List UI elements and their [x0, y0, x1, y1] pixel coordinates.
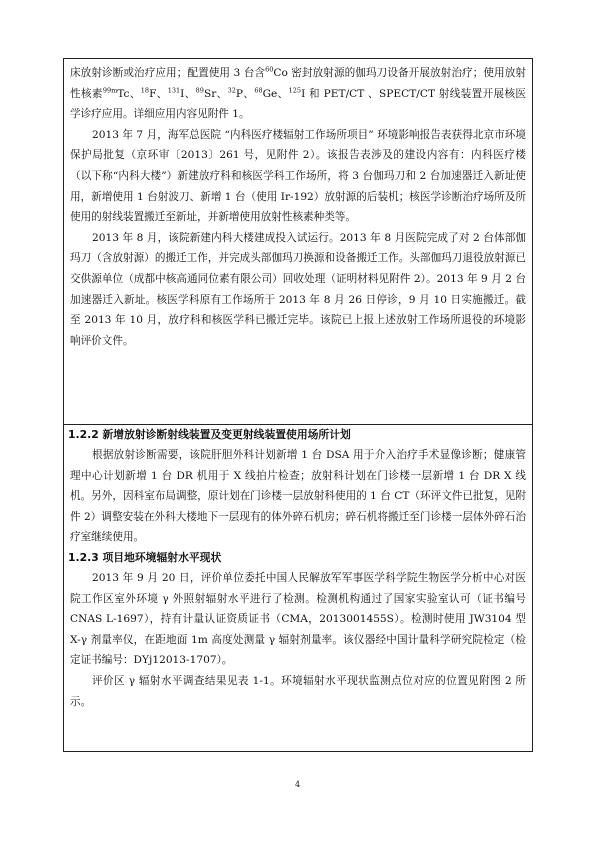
isotope-mass: 32 — [227, 86, 236, 95]
page-number: 4 — [294, 780, 301, 789]
paragraph-approval-2013-07: 2013 年 7 月，海军总医院 “内科医疗楼辐射工作场所项目” 环境影响报告表获得北京市环境保护局批复（京环审〔2013〕261 号，见附件 2）。该报告表涉及的建设内容有：内科医疗楼（以下称“内科大楼”）新建放疗科和核医学科工作场所，将 3 台伽玛刀和 2 台加速器迁入新址使用，新增使用 1 台射波刀、新增 1 台（使用 Ir-192）放射源的后装机；核医学诊断治疗场所及所使用的射线装置搬迁至新址，并新增使用放射性核素种类等。 — [70, 128, 526, 224]
text-run: F、 — [149, 87, 168, 100]
isotope-mass: 60 — [265, 65, 274, 74]
paragraph-relocation-2013-08: 2013 年 8 月，该院新建内科大楼建成投入试运行。2013 年 8 月医院完成了对 2 台体部伽玛刀（含放射源）的搬迁工作，并完成头部伽玛刀换源和设备搬迁工作。头部伽玛刀退役放射源已交供源单位（成都中核高通同位素有限公司）回收处理（证明材料见附件 2）。2013 年 9 月 2 台加速器迁入新址。核医学科原有工作场所于 2013 年 8 月 26 日停诊，9 月 10 日实施搬迁。截至 2013 年 10 月，放疗科和核医学科已搬迁完毕。该院已上报上述放射工作场所退役的环境影响评价文件。 — [70, 231, 526, 347]
isotope-mass: 68 — [254, 86, 263, 95]
section-plans — [64, 425, 532, 712]
text-run: Co 密封放射源的伽玛刀设备开展放射治疗；使用放射性核素 — [70, 67, 526, 100]
isotope-mass: 18 — [140, 86, 150, 95]
text-run: Tc、 — [117, 87, 141, 100]
isotope-mass: 125 — [288, 86, 302, 95]
text-run: 床放射诊断或治疗应用；配置使用 3 台含 — [70, 67, 266, 79]
section-background — [64, 63, 532, 351]
heading-1-2-3: 1.2.3 项目地环境辐射水平现状 — [68, 550, 222, 564]
text-run: P、 — [235, 87, 255, 100]
paragraph-results-reference: 评价区 γ 辐射水平调查结果见表 1-1。环境辐射水平现状监测点位对应的位置见附图 2 所示。 — [70, 674, 526, 708]
content-frame — [63, 58, 533, 752]
isotope-mass: 131 — [167, 86, 181, 95]
paragraph-new-equipment-plan: 根据放射诊断需要，该院肝胆外科计划新增 1 台 DSA 用于介入治疗手术显像诊断；健康管理中心计划新增 1 台 DR 机用于 X 线拍片检查；放射科计划在门诊楼一层新增 1 台 DR X 线机。另外，因科室布局调整，原计划在门诊楼一层放射科使用的 1 台 CT（环评文件已批复，见附件 2）调整安装在外科大楼地下一层现有的体外碎石机房；碎石机将搬迁至门诊楼一层体外碎石治疗室继续使用。 — [70, 449, 526, 544]
text-run: Sr、 — [203, 87, 228, 100]
heading-1-2-2: 1.2.2 新增放射诊断射线装置及变更射线装置使用场所计划 — [68, 428, 351, 441]
text-run: I、 — [180, 87, 196, 100]
paragraph-radiation-applications — [64, 63, 532, 125]
isotope-mass: 89 — [195, 86, 204, 95]
isotope-mass: 99m — [102, 86, 118, 95]
text-run: I 和 PET/CT 、SPECT/CT 射线装置开展核医学诊疗应用。详细应用内容见附件 1。 — [70, 87, 527, 121]
text-run: Ge、 — [262, 87, 289, 100]
paragraph-monitoring: 2013 年 9 月 20 日，评价单位委托中国人民解放军军事医学科学院生物医学分析中心对医院工作区室外环境 γ 外照射辐射水平进行了检测。检测机构通过了国家实验室认可（证书编号 CNAS L-1697），持有计量认证资质证书（CMA，2013001455S）。检测时使用 JW3104 型 X-γ 剂量率仪，在距地面 1m 高度处测量 γ 辐射剂量率。该仪器经中国计量科学研究院检定（检定证书编号：DYj12013-1707）。 — [70, 571, 526, 667]
